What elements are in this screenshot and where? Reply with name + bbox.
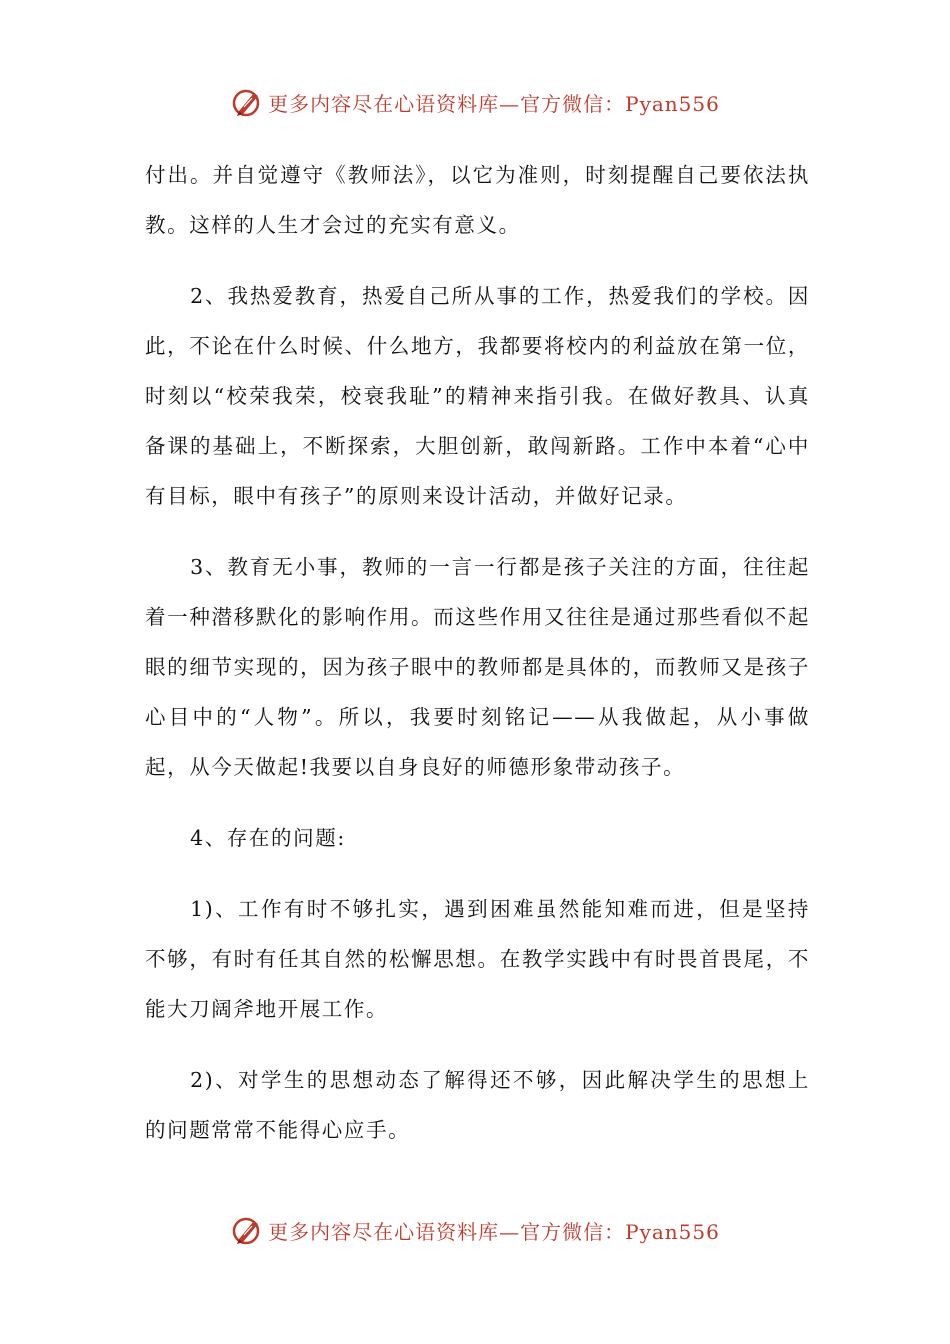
paragraph: 3、教育无小事，教师的一言一行都是孩子关注的方面，往往起着一种潜移默化的影响作用。而这些作用又往往是通过那些看似不起眼的细节实现的，因为孩子眼中的教师都是具体的，而教师又是孩子心目中的“人物”。所以，我要时刻铭记——从我做起，从小事做起，从今天做起!我要以自身良好的师德形象带动孩子。 [145, 555, 810, 779]
pen-in-circle-icon [230, 1213, 264, 1247]
paragraph: 1)、工作有时不够扎实，遇到困难虽然能知难而进，但是坚持不够，有时有任其自然的松懈思想。在教学实践中有时畏首畏尾，不能大刀阔斧地开展工作。 [145, 897, 810, 1021]
footer-banner [0, 1210, 950, 1250]
pen-in-circle-icon [230, 85, 264, 119]
paragraph: 2)、对学生的思想动态了解得还不够，因此解决学生的思想上的问题常常不能得心应手。 [145, 1068, 810, 1142]
paragraph: 2、我热爱教育，热爱自己所从事的工作，热爱我们的学校。因此，不论在什么时候、什么地方，我都要将校内的利益放在第一位，时刻以“校荣我荣，校衰我耻”的精神来指引我。在做好教具、认真备课的基础上，不断探索，大胆创新，敢闯新路。工作中本着“心中有目标，眼中有孩子”的原则来设计活动，并做好记录。 [145, 284, 810, 508]
footer-banner-text: 更多内容尽在心语资料库—官方微信：Pyan556 [268, 1219, 720, 1244]
document-body [145, 150, 810, 1176]
header-banner [0, 82, 950, 122]
header-banner-text: 更多内容尽在心语资料库—官方微信：Pyan556 [268, 91, 720, 116]
paragraph: 4、存在的问题: [190, 826, 346, 850]
paragraph: 付出。并自觉遵守《教师法》，以它为准则，时刻提醒自己要依法执教。这样的人生才会过的充实有意义。 [145, 163, 810, 237]
